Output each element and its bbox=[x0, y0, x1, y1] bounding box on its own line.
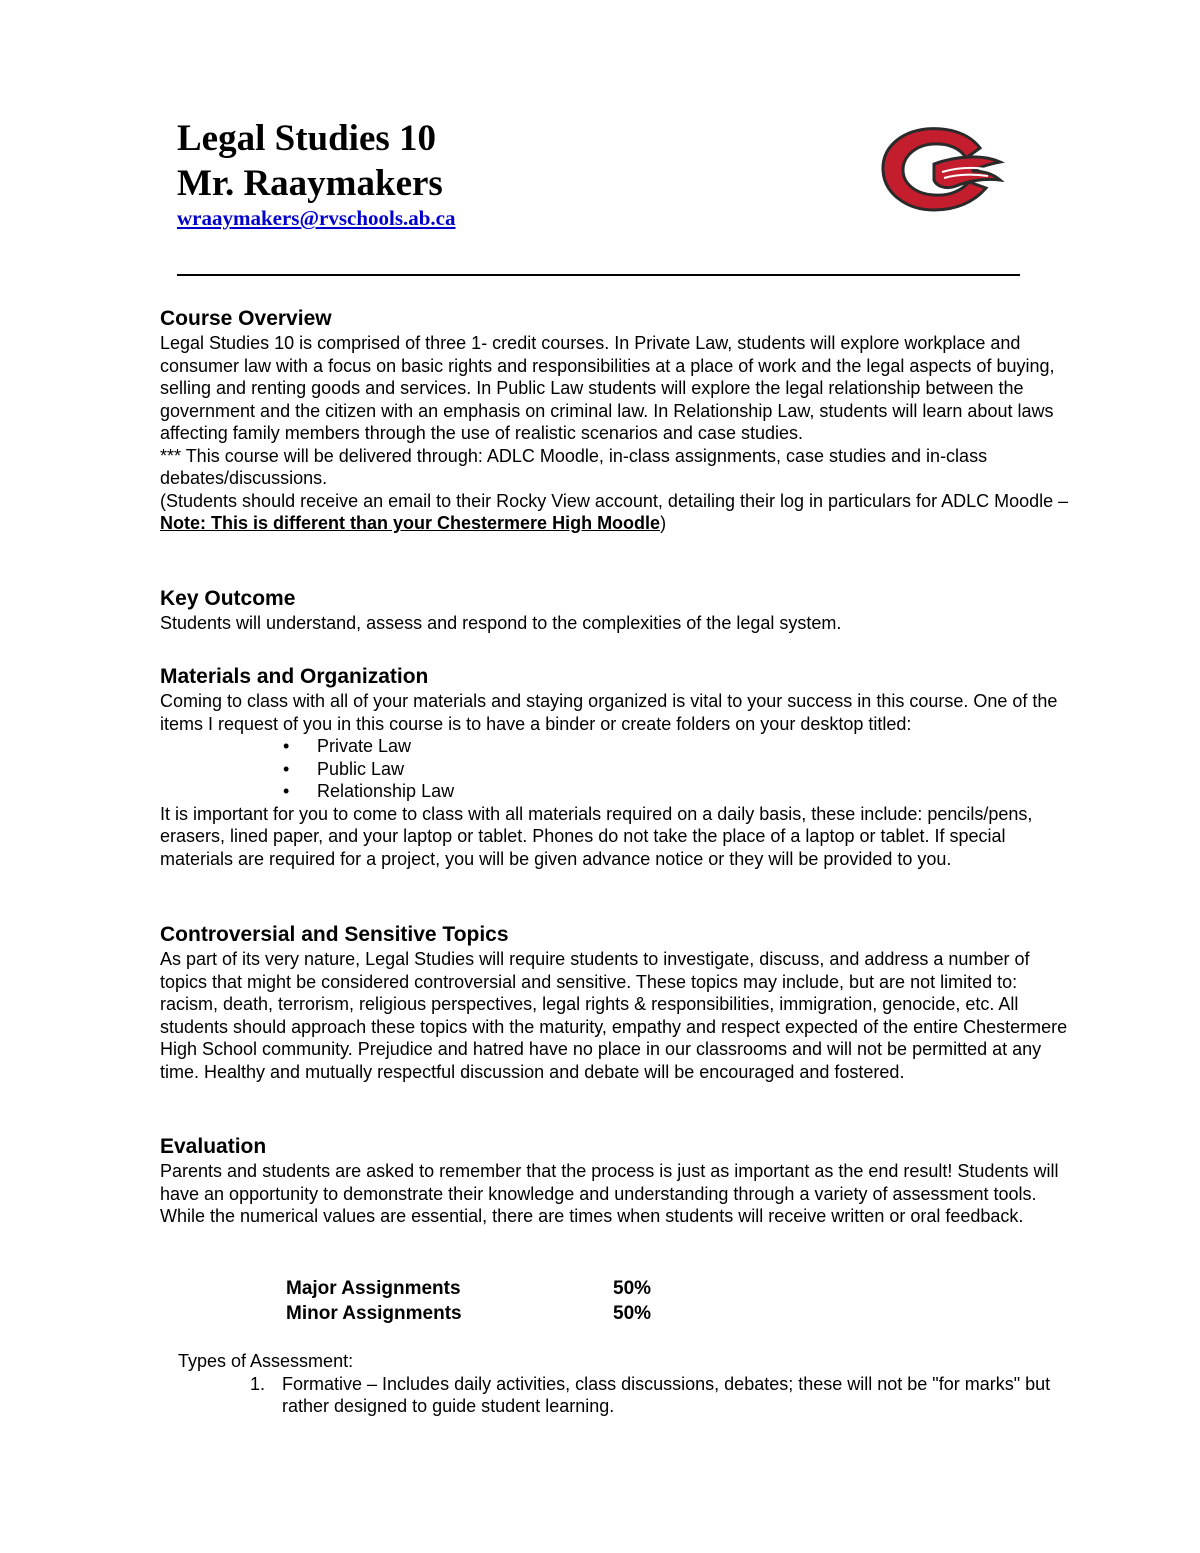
email-note-text: (Students should receive an email to their Rocky View account, detailing their log in particulars for ADLC Moodle – bbox=[160, 490, 1069, 511]
materials-outro: It is important for you to come to class with all materials required on a daily basis, these include: pencils/pens, erasers, lined paper, and your laptop or tablet. Phones do not take the place of a laptop or tablet. If special materials are required for a project, you will be given advance notice or they will be provided to you. bbox=[160, 803, 1033, 869]
course-delivery-text: *** This course will be delivered through: ADLC Moodle, in-class assignments, case studies and in-class debates/discussions. bbox=[160, 445, 988, 488]
list-item bbox=[178, 1373, 1078, 1418]
assessment-types-list bbox=[178, 1373, 1078, 1418]
school-logo bbox=[876, 126, 1006, 214]
grade-weight: 50% bbox=[613, 1278, 652, 1299]
course-title: Legal Studies 10 bbox=[177, 118, 437, 159]
key-outcome-heading: Key Outcome bbox=[160, 587, 296, 610]
list-number: 1. bbox=[250, 1373, 266, 1394]
materials-heading: Materials and Organization bbox=[160, 665, 429, 688]
teacher-name: Mr. Raaymakers bbox=[177, 163, 443, 204]
controversial-section bbox=[160, 922, 1080, 1083]
materials-intro: Coming to class with all of your materials and staying organized is vital to your success in this course. One of the items I request of you in this course is to have a binder or create folders on your desktop titled: bbox=[160, 691, 1058, 734]
course-overview-heading: Course Overview bbox=[160, 307, 332, 330]
grade-weight: 50% bbox=[613, 1303, 652, 1324]
key-outcome-body: Students will understand, assess and respond to the complexities of the legal system. bbox=[160, 613, 842, 633]
table-row bbox=[286, 1301, 706, 1326]
assessment-types-label: Types of Assessment: bbox=[178, 1351, 354, 1371]
grade-weights-table bbox=[286, 1276, 706, 1326]
course-overview-body: Legal Studies 10 is comprised of three 1- credit courses. In Private Law, students will explore workplace and consumer law with a focus on basic rights and responsibilities at a place of work and the legal aspects of buying, selling and renting goods and services. In Public Law students will explore the legal relationship between the government and the citizen with an emphasis on criminal law. In Relationship Law, students will learn about laws affecting family members through the use of realistic scenarios and case studies. bbox=[160, 333, 1055, 443]
list-item: • Relationship Law bbox=[160, 780, 1080, 803]
table-row bbox=[286, 1276, 706, 1301]
materials-section bbox=[160, 664, 1080, 870]
assessment-type-text: Formative – Includes daily activities, class discussions, debates; these will not be "for marks" but rather designed to guide student learning. bbox=[282, 1373, 1051, 1416]
grade-category: Minor Assignments bbox=[286, 1303, 462, 1324]
teacher-email-link[interactable]: wraaymakers@rvschools.ab.ca bbox=[177, 206, 456, 230]
assessment-types bbox=[178, 1350, 1078, 1418]
moodle-note: Note: This is different than your Chestermere High Moodle bbox=[160, 513, 661, 533]
evaluation-body: Parents and students are asked to remember that the process is just as important as the end result! Students will have an opportunity to demonstrate their knowledge and understanding through a variety of assessment tools. While the numerical values are essential, there are times when students will receive written or oral feedback. bbox=[160, 1161, 1059, 1226]
header-divider bbox=[177, 274, 1020, 276]
list-item: • Private Law bbox=[160, 735, 1080, 758]
evaluation-section bbox=[160, 1134, 1080, 1228]
list-item: • Public Law bbox=[160, 758, 1080, 781]
email-note-close: ) bbox=[660, 513, 667, 533]
grade-category: Major Assignments bbox=[286, 1278, 461, 1299]
key-outcome-section bbox=[160, 586, 1080, 635]
course-overview-section bbox=[160, 306, 1080, 535]
evaluation-heading: Evaluation bbox=[160, 1135, 267, 1158]
folder-list bbox=[160, 735, 1080, 803]
email-note bbox=[160, 490, 1080, 535]
controversial-body: As part of its very nature, Legal Studies will require students to investigate, discuss, and address a number of topics that might be considered controversial and sensitive. These topics may include, but are not limited to: racism, death, terrorism, religious perspectives, legal rights & responsibilities, immigration, genocide, etc. All students should approach these topics with the maturity, empathy and respect expected of the entire Chestermere High School community. Prejudice and hatred have no place in our classrooms and will not be permitted at any time. Healthy and mutually respectful discussion and debate will be encouraged and fostered. bbox=[160, 949, 1068, 1082]
controversial-heading: Controversial and Sensitive Topics bbox=[160, 923, 509, 946]
